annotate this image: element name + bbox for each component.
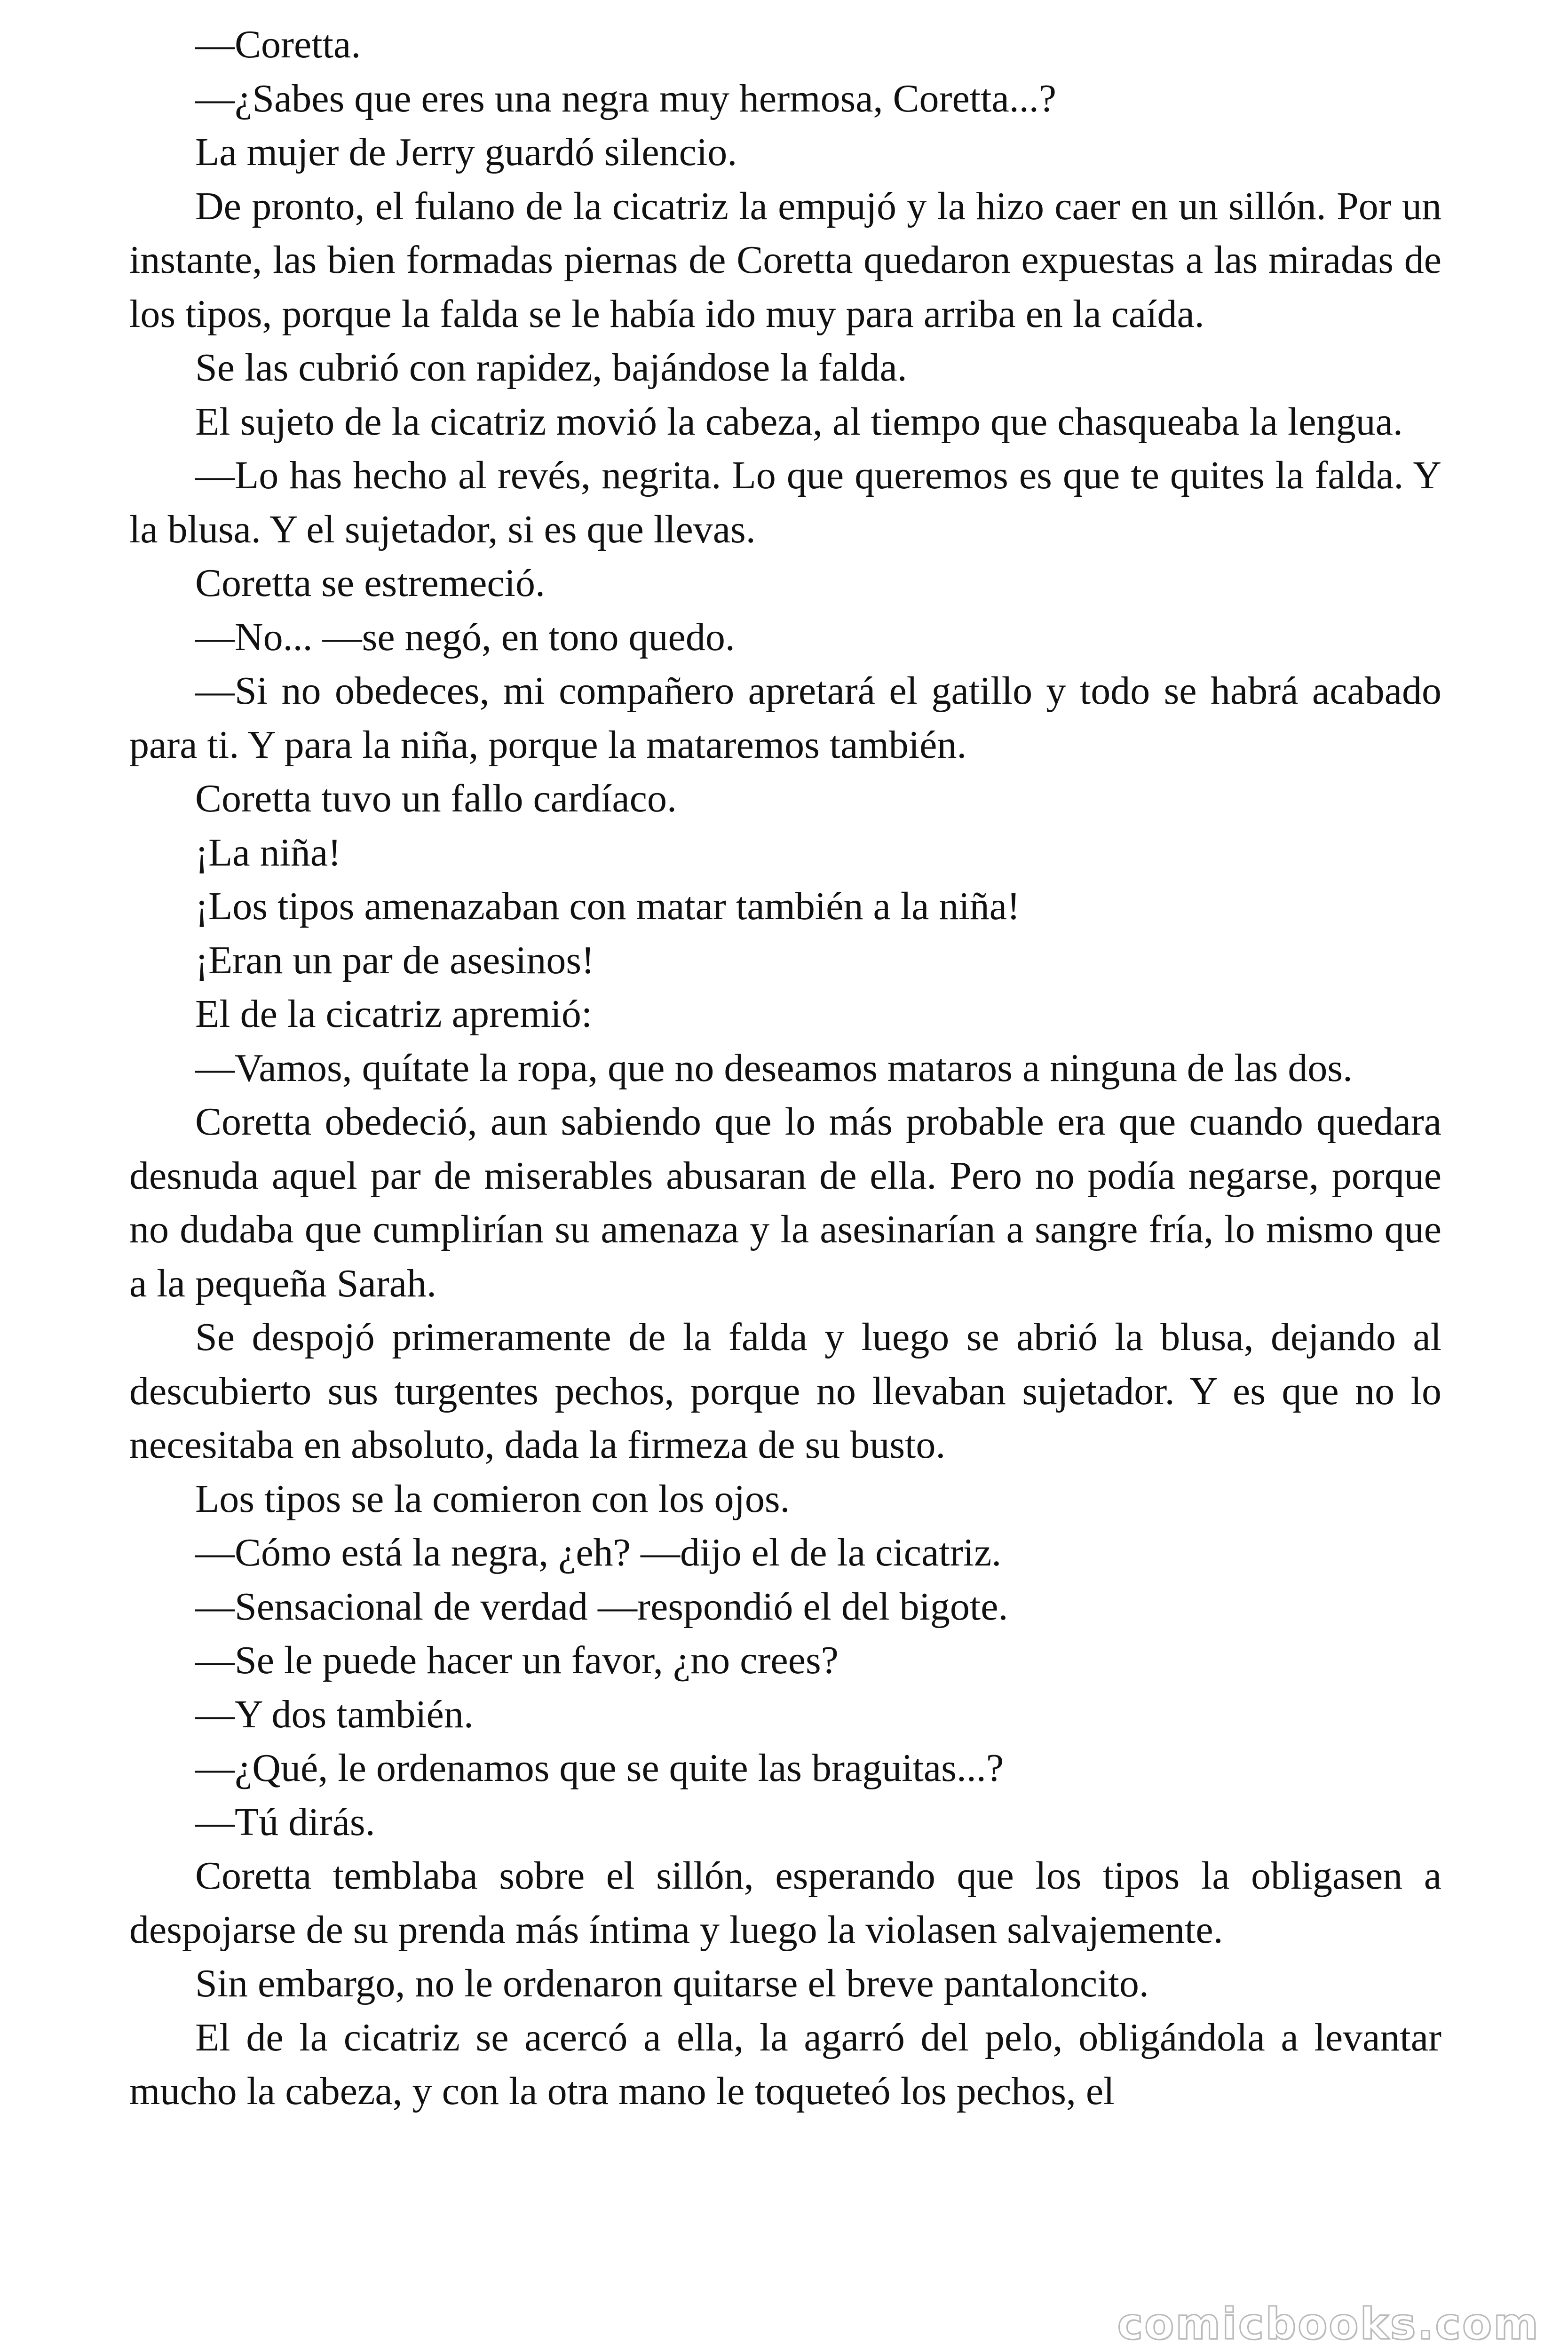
paragraph: —No... —se negó, en tono quedo. [195, 615, 735, 659]
paragraph: ¡La niña! [195, 830, 341, 874]
watermark: comicbooks.com [1117, 2299, 1540, 2349]
paragraph: Coretta tuvo un fallo cardíaco. [195, 777, 677, 820]
paragraph: La mujer de Jerry guardó silencio. [195, 130, 737, 174]
paragraph: —¿Sabes que eres una negra muy hermosa, Coretta...? [195, 76, 1057, 120]
paragraph: Los tipos se la comieron con los ojos. [195, 1477, 790, 1521]
paragraph: —Tú dirás. [195, 1800, 375, 1844]
paragraph: Sin embargo, no le ordenaron quitarse el breve pantaloncito. [195, 1962, 1149, 2005]
paragraph: Coretta obedeció, aun sabiendo que lo más probable era que cuando quedara desnuda aquel par de miserables abusaran de ella. Pero no podía negarse, porque no dudaba que cumplirían su amenaza y la asesinarían a sangre fría, lo mismo que a la pequeña Sarah. [129, 1100, 1441, 1305]
paragraph: El de la cicatriz apremió: [195, 992, 593, 1036]
paragraph: —Vamos, quítate la ropa, que no deseamos mataros a ninguna de las dos. [195, 1046, 1353, 1090]
paragraph: Se despojó primeramente de la falda y luego se abrió la blusa, dejando al descubierto sus turgentes pechos, porque no llevaban sujetador. Y es que no lo necesitaba en absoluto, dada la firmeza de su busto. [129, 1315, 1441, 1467]
paragraph: Coretta temblaba sobre el sillón, esperando que los tipos la obligasen a despojarse de su prenda más íntima y luego la violasen salvajemente. [129, 1854, 1441, 1952]
body-text [129, 18, 1441, 2119]
paragraph: —Y dos también. [195, 1692, 474, 1736]
paragraph: Se las cubrió con rapidez, bajándose la falda. [195, 346, 907, 389]
paragraph: El sujeto de la cicatriz movió la cabeza, al tiempo que chasqueaba la lengua. [195, 399, 1403, 444]
paragraph: —¿Qué, le ordenamos que se quite las braguitas...? [195, 1746, 1004, 1790]
paragraph: ¡Eran un par de asesinos! [195, 938, 595, 982]
paragraph: —Coretta. [195, 23, 361, 66]
paragraph: —Lo has hecho al revés, negrita. Lo que queremos es que te quites la falda. Y la blusa. Y el sujetador, si es que llevas. [129, 453, 1441, 551]
paragraph: —Se le puede hacer un favor, ¿no crees? [195, 1638, 839, 1682]
paragraph: —Si no obedeces, mi compañero apretará el gatillo y todo se habrá acabado para ti. Y para la niña, porque la mataremos también. [129, 669, 1441, 767]
paragraph: De pronto, el fulano de la cicatriz la empujó y la hizo caer en un sillón. Por un instante, las bien formadas piernas de Coretta quedaron expuestas a las miradas de los tipos, porque la falda se le había ido muy para arriba en la caída. [129, 184, 1441, 336]
paragraph: —Sensacional de verdad —respondió el del bigote. [195, 1584, 1008, 1629]
paragraph: El de la cicatriz se acercó a ella, la agarró del pelo, obligándola a levantar mucho la cabeza, y con la otra mano le toqueteó los pechos, el [129, 2015, 1441, 2113]
paragraph: —Cómo está la negra, ¿eh? —dijo el de la cicatriz. [195, 1531, 1002, 1574]
paragraph: ¡Los tipos amenazaban con matar también a la niña! [195, 884, 1020, 928]
paragraph: Coretta se estremeció. [195, 561, 546, 605]
